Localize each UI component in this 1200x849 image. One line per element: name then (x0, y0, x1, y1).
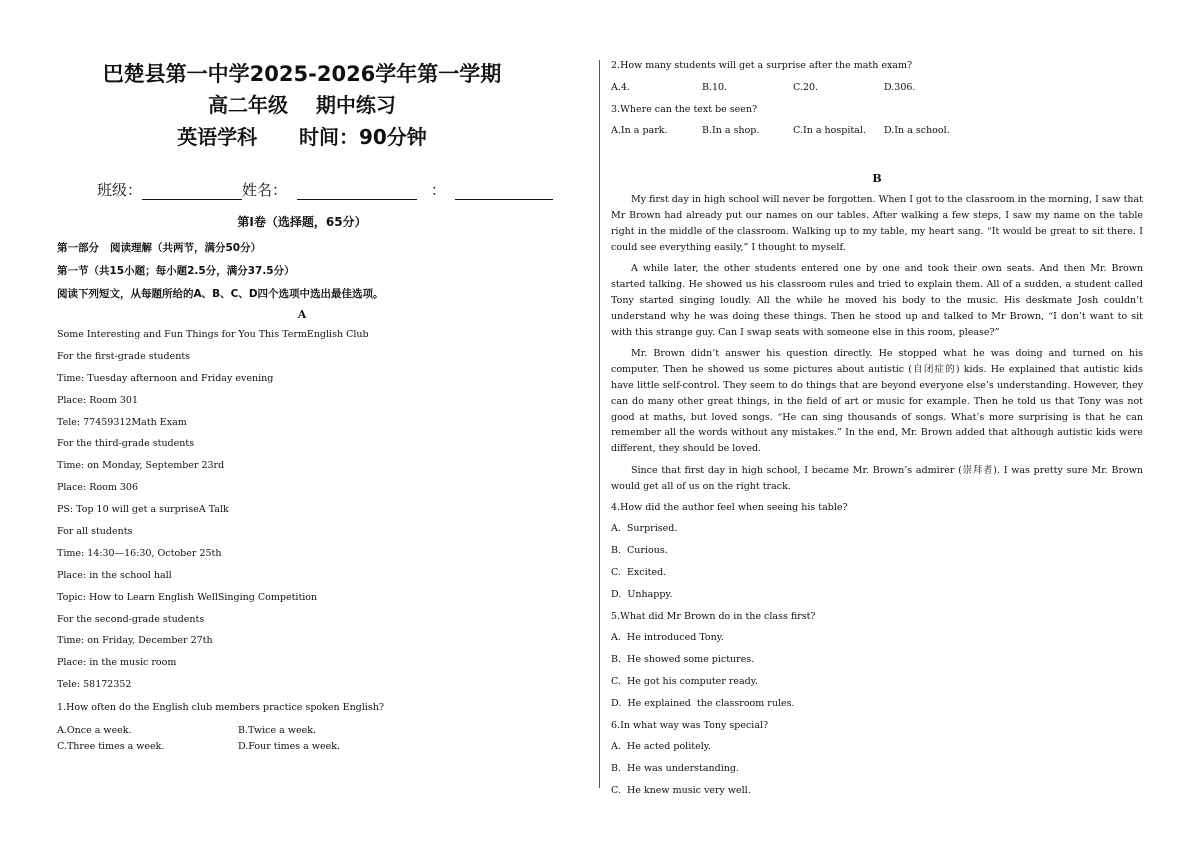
question-4-option-b[interactable]: B. Curious. (611, 545, 668, 557)
question-6-option-c[interactable]: C. He knew music very well. (611, 784, 751, 796)
class-label: 班级： (97, 181, 143, 199)
passage-b-paragraph: Since that first day in high school, I became Mr. Brown’s admirer (崇拜者). I was pretty sure Mr. Brown would get all of us on the right track. (611, 464, 1143, 492)
grade-title: 高二年级 期中练习 (208, 93, 396, 117)
class-field[interactable] (142, 184, 242, 200)
passage-a-line: Tele: 77459312Math Exam (57, 416, 187, 428)
question-5-option-c[interactable]: C. He got his computer ready. (611, 675, 758, 687)
question-2-option-c[interactable]: C.20. (793, 81, 819, 93)
passage-a-line: Time: Tuesday afternoon and Friday evening (57, 372, 274, 384)
passage-b-paragraph: Mr. Brown didn’t answer his question directly. He stopped what he was doing and turned on his computer. Then he showed us some pictures about autistic (自闭症的) kids. He explained that autistic kids have little self-control. They seem to do things that are beyond everyone else’s understanding. However, they can do many other great things, in the field of art or music for example. Then he told us that Tony was not good at maths, but loved songs. “He can sing thousands of songs. What’s more surprising is that he can remember all the words without any mistakes.” In the end, Mr. Brown added that although autistic kids were different, they should be loved. (611, 348, 1143, 455)
volume-heading: 第I卷（选择题，65分） (237, 215, 367, 229)
passage-a-line: For all students (57, 526, 133, 538)
section-heading: 第一节（共15小题；每小题2.5分，满分37.5分） (57, 265, 295, 277)
passage-a-line: Time: on Monday, September 23rd (57, 460, 225, 472)
question-1-options-row1 (57, 723, 547, 739)
question-1-option-d[interactable]: D.Four times a week. (238, 741, 340, 753)
passage-b-paragraph: A while later, the other students entered one by one and took their own seats. And then Mr. Brown started talking. He showed us his classroom rules and tried to explain them. All of a sudden, a student called Tony started singing loudly. All the while he moved his body to the music. His deskmate Josh couldn’t understand why he was doing these things. Then he stood up and talked to Mr Brown, “I don’t want to sit with this strange guy. Can I swap seats with someone else in this room, please?” (611, 263, 1143, 338)
question-4-stem: 4.How did the author feel when seeing his table? (611, 501, 848, 513)
question-3-options (611, 120, 1143, 142)
question-4-option-d[interactable]: D. Unhappy. (611, 588, 673, 600)
colon-label: ： (430, 181, 446, 199)
passage-a-line: PS: Top 10 will get a surpriseA Talk (57, 504, 229, 516)
question-5-option-d[interactable]: D. He explained the classroom rules. (611, 697, 795, 709)
question-5-stem: 5.What did Mr Brown do in the class first? (611, 610, 816, 622)
question-1-option-b[interactable]: B.Twice a week. (238, 725, 316, 737)
question-6-option-a[interactable]: A. He acted politely. (611, 741, 711, 753)
passage-a-line: Topic: How to Learn English WellSinging Competition (57, 591, 318, 603)
extra-field[interactable] (455, 184, 553, 200)
instruction: 阅读下列短文，从每题所给的A、B、C、D四个选项中选出最佳选项。 (57, 288, 384, 300)
passage-a-label: A (297, 308, 307, 321)
passage-b-label: B (872, 172, 882, 186)
question-1-stem: 1.How often do the English club members practice spoken English? (57, 702, 384, 714)
question-2-stem: 2.How many students will get a surprise after the math exam? (611, 60, 913, 71)
question-1-options-row2 (57, 739, 547, 755)
question-3-option-b[interactable]: B.In a shop. (702, 125, 760, 137)
passage-a-line: Place: Room 301 (57, 394, 139, 406)
question-2-option-b[interactable]: B.10. (702, 81, 728, 93)
name-field[interactable] (297, 184, 417, 200)
question-2-option-a[interactable]: A.4. (611, 81, 630, 93)
question-1-option-a[interactable]: A.Once a week. (57, 725, 132, 737)
passage-a-line: Time: on Friday, December 27th (57, 635, 213, 647)
passage-a-line: For the first-grade students (57, 350, 191, 362)
column-divider (599, 60, 600, 788)
passage-a-line: For the second-grade students (57, 613, 205, 625)
question-2-option-d[interactable]: D.306. (884, 81, 916, 93)
question-1-option-c[interactable]: C.Three times a week. (57, 741, 165, 753)
part-heading: 第一部分 阅读理解（共两节，满分50分） (57, 242, 262, 254)
question-3-option-d[interactable]: D.In a school. (884, 125, 950, 137)
question-3-option-a[interactable]: A.In a park. (611, 125, 668, 137)
passage-a-line: Tele: 58172352 (57, 679, 132, 691)
question-4-option-c[interactable]: C. Excited. (611, 566, 667, 578)
question-3-option-c[interactable]: C.In a hospital. (793, 125, 866, 137)
question-6-option-b[interactable]: B. He was understanding. (611, 763, 739, 775)
passage-b-paragraph: My first day in high school will never be forgotten. When I got to the classroom in the morning, I saw that Mr Brown had already put our names on our tables. After walking a few steps, I saw my name on the table right in the middle of the classroom. Walking up to my table, my heart sang. “It would be great to sit there. I could see everything easily,” I thought to myself. (611, 194, 1143, 253)
passage-a-line: Place: Room 306 (57, 482, 139, 494)
passage-a-line: For the third-grade students (57, 438, 195, 450)
question-4-option-a[interactable]: A. Surprised. (611, 523, 678, 535)
student-info-line (57, 179, 547, 200)
name-label: 姓名： (242, 181, 288, 199)
subject-title: 英语学科 时间：90分钟 (177, 125, 427, 149)
passage-a (57, 324, 547, 696)
exam-title: 巴楚县第一中学2025-2026学年第一学期 (102, 62, 502, 86)
question-5-option-a[interactable]: A. He introduced Tony. (611, 632, 724, 644)
passage-a-line: Some Interesting and Fun Things for You This TermEnglish Club (57, 329, 369, 340)
passage-a-line: Time: 14:30—16:30, October 25th (57, 547, 222, 559)
left-column (57, 58, 547, 755)
question-6-stem: 6.In what way was Tony special? (611, 719, 769, 731)
right-column (611, 58, 1143, 802)
question-5-option-b[interactable]: B. He showed some pictures. (611, 654, 755, 666)
passage-a-line: Place: in the music room (57, 657, 177, 669)
question-2-options (611, 77, 1143, 99)
passage-a-line: Place: in the school hall (57, 569, 172, 581)
question-3-stem: 3.Where can the text be seen? (611, 103, 758, 115)
